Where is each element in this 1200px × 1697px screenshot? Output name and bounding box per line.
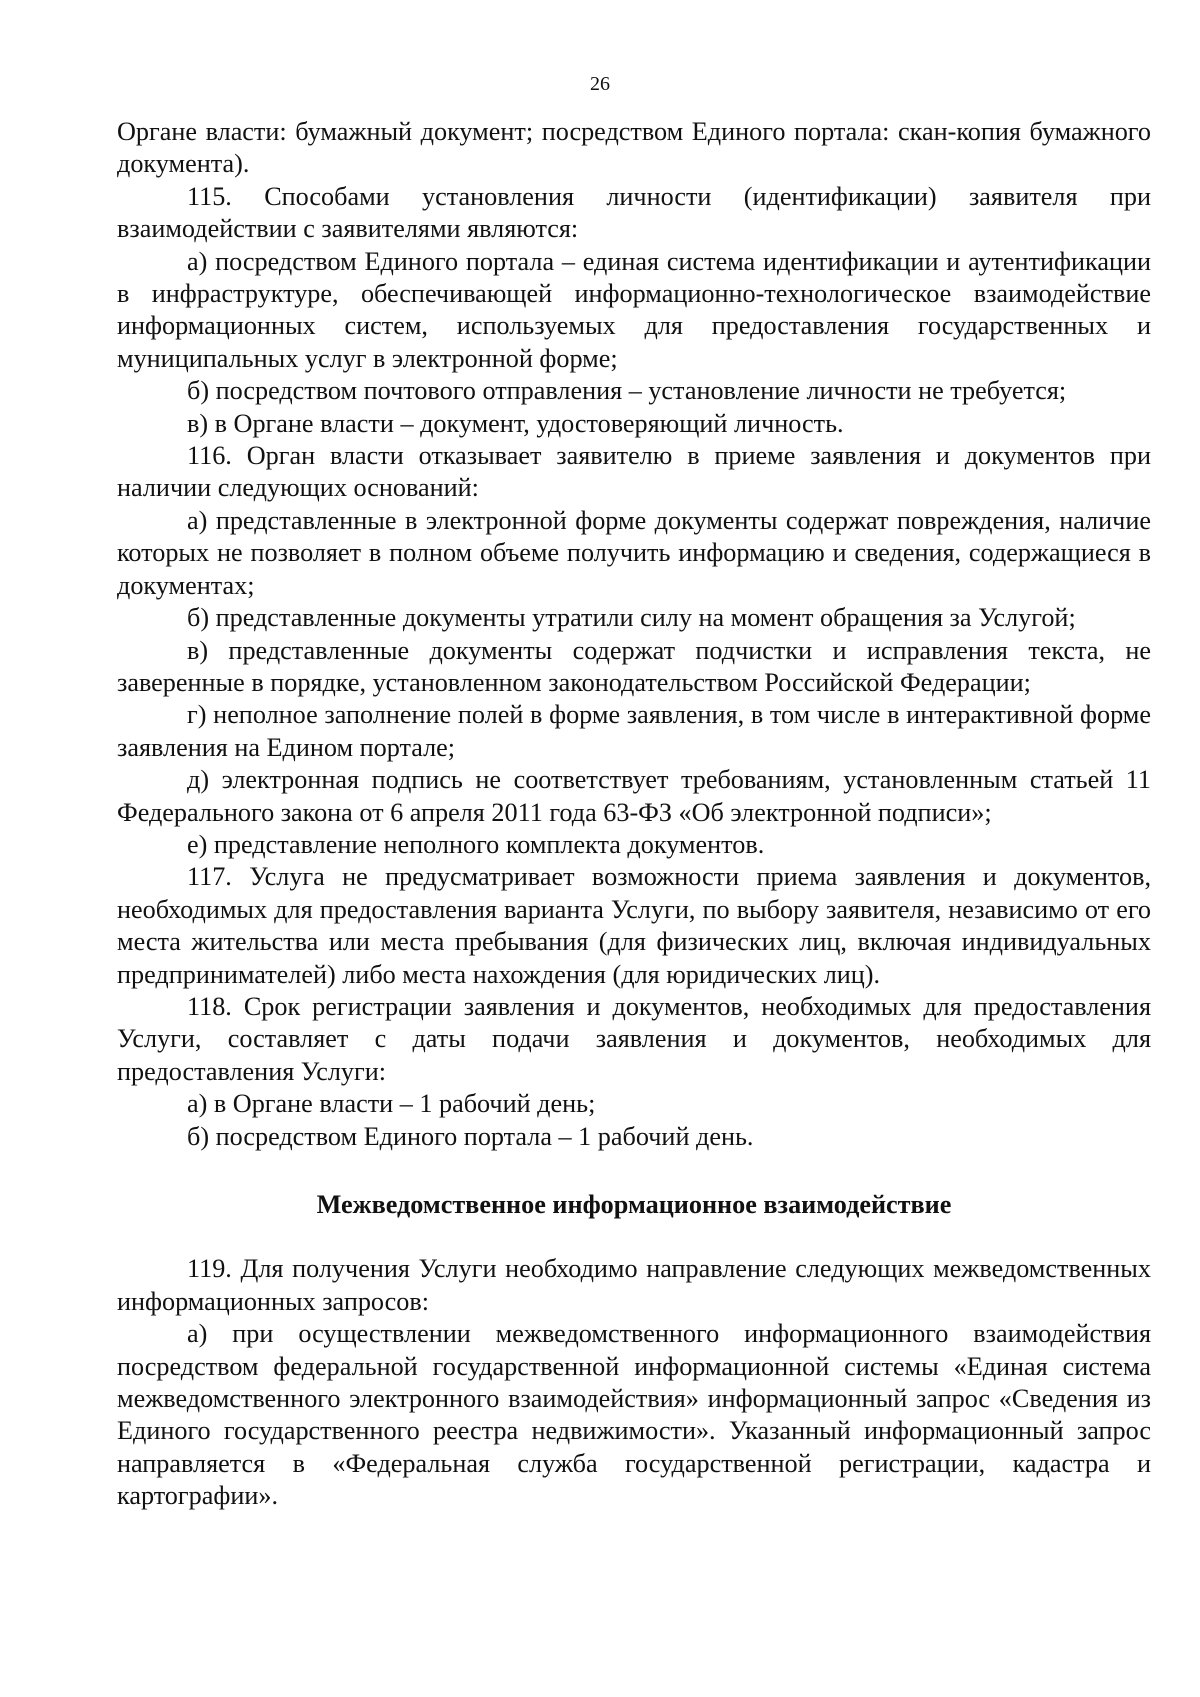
paragraph-117: 117. Услуга не предусматривает возможности приема заявления и документов, необходимых для предоставления варианта Услуги, по выбору заявителя, независимо от его места жительства или места пребывания (для физических лиц, включая индивидуальных предпринимателей) либо места нахождения (для юридических лиц). xyxy=(117,862,1151,989)
paragraph-115-b: б) посредством почтового отправления – установление личности не требуется; xyxy=(187,376,1067,406)
section-heading: Межведомственное информационное взаимодействие xyxy=(316,1190,952,1219)
paragraph-118-a: а) в Органе власти – 1 рабочий день; xyxy=(187,1089,596,1119)
paragraph-115-v: в) в Органе власти – документ, удостоверяющий личность. xyxy=(187,408,844,438)
paragraph-continuation: Органе власти: бумажный документ; посредством Единого портала: скан-копия бумажного документа). xyxy=(117,117,1151,179)
paragraph-116-g: г) неполное заполнение полей в форме заявления, в том числе в интерактивной форме заявления на Едином портале; xyxy=(117,700,1151,762)
paragraph-119: 119. Для получения Услуги необходимо направление следующих межведомственных информационных запросов: xyxy=(117,1254,1151,1316)
document-body xyxy=(117,116,1151,1513)
paragraph-116: 116. Орган власти отказывает заявителю в приеме заявления и документов при наличии следующих оснований: xyxy=(117,441,1151,503)
page-number: 26 xyxy=(590,73,610,95)
paragraph-115-a: а) посредством Единого портала – единая система идентификации и аутентификации в инфраструктуре, обеспечивающей информационно-технологическое взаимодействие информационных систем, используемых для предоставления государственных и муниципальных услуг в электронной форме; xyxy=(117,246,1151,373)
paragraph-115: 115. Способами установления личности (идентификации) заявителя при взаимодействии с заявителями являются: xyxy=(117,181,1151,244)
paragraph-118-b: б) посредством Единого портала – 1 рабочий день. xyxy=(187,1121,754,1151)
paragraph-116-e: е) представление неполного комплекта документов. xyxy=(187,829,765,859)
paragraph-116-d: д) электронная подпись не соответствует требованиям, установленным статьей 11 Федерального закона от 6 апреля 2011 года 63-ФЗ «Об электронной подписи»; xyxy=(117,765,1151,827)
paragraph-119-a: а) при осуществлении межведомственного информационного взаимодействия посредством федеральной государственной информационной системы «Единая система межведомственного электронного взаимодействия» информационный запрос «Сведения из Единого государственного реестра недвижимости». Указанный информационный запрос направляется в «Федеральная служба государственной регистрации, кадастра и картографии». xyxy=(117,1319,1151,1511)
paragraph-116-b: б) представленные документы утратили силу на момент обращения за Услугой; xyxy=(187,603,1076,633)
paragraph-116-v: в) представленные документы содержат подчистки и исправления текста, не заверенные в порядке, установленном законодательством Российской Федерации; xyxy=(117,635,1151,697)
paragraph-116-a: а) представленные в электронной форме документы содержат повреждения, наличие которых не позволяет в полном объеме получить информацию и сведения, содержащиеся в документах; xyxy=(117,505,1151,600)
paragraph-118: 118. Срок регистрации заявления и документов, необходимых для предоставления Услуги, составляет с даты подачи заявления и документов, необходимых для предоставления Услуги: xyxy=(117,991,1151,1086)
